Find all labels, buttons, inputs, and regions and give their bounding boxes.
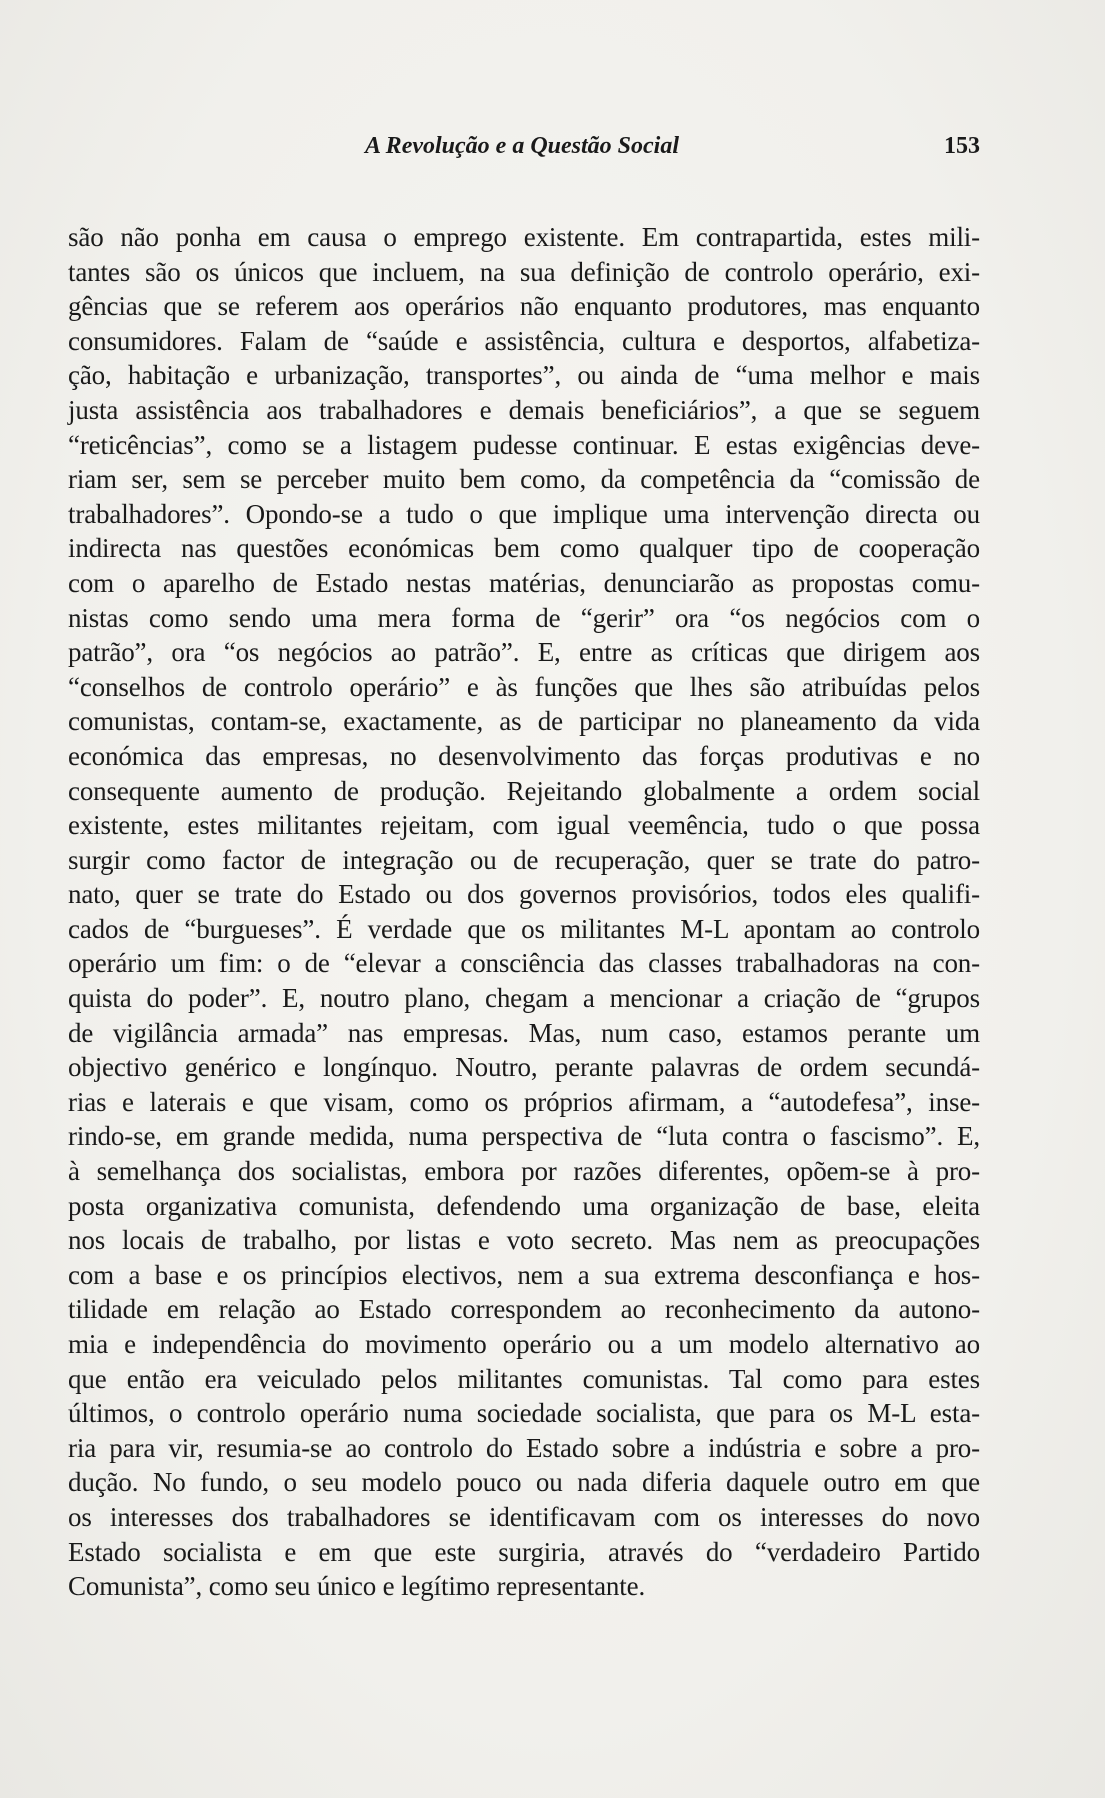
text-line: patrão”, ora “os negócios ao patrão”. E, entre as críticas que dirigem aos (68, 637, 980, 668)
text-line: trabalhadores”. Opondo-se a tudo o que implique uma intervenção directa ou (68, 498, 980, 529)
text-line: económica das empresas, no desenvolvimento das forças produtivas e no (68, 740, 980, 771)
text-line: indirecta nas questões económicas bem como qualquer tipo de cooperação (68, 533, 980, 564)
text-line: surgir como factor de integração ou de recuperação, quer se trate do patro- (68, 844, 980, 875)
text-line: cados de “burgueses”. É verdade que os militantes M-L apontam ao controlo (68, 913, 980, 944)
text-line: consequente aumento de produção. Rejeitando globalmente a ordem social (68, 775, 980, 806)
text-line: últimos, o controlo operário numa sociedade socialista, que para os M-L esta- (68, 1398, 980, 1429)
text-line: tilidade em relação ao Estado correspondem ao reconhecimento da autono- (68, 1294, 980, 1325)
text-line: são não ponha em causa o emprego existente. Em contrapartida, estes mili- (68, 222, 980, 252)
text-line: consumidores. Falam de “saúde e assistência, cultura e desportos, alfabetiza- (68, 325, 980, 356)
text-line: operário um fim: o de “elevar a consciência das classes trabalhadoras na con- (68, 948, 980, 979)
text-line: rindo-se, em grande medida, numa perspectiva de “luta contra o fascismo”. E, (68, 1121, 980, 1152)
text-line: gências que se referem aos operários não enquanto produtores, mas enquanto (68, 291, 980, 322)
text-line: com a base e os princípios electivos, nem a sua extrema desconfiança e hos- (68, 1259, 980, 1290)
text-line: tantes são os únicos que incluem, na sua definição de controlo operário, exi- (68, 256, 980, 287)
text-line: riam ser, sem se perceber muito bem como, da competência da “comissão de (68, 464, 980, 495)
running-header (68, 128, 980, 164)
text-line: existente, estes militantes rejeitam, com igual veemência, tudo o que possa (68, 810, 980, 841)
text-line: rias e laterais e que visam, como os próprios afirmam, a “autodefesa”, inse- (68, 1086, 980, 1117)
text-line: objectivo genérico e longínquo. Noutro, perante palavras de ordem secundá- (68, 1052, 980, 1083)
text-line: à semelhança dos socialistas, embora por razões diferentes, opõem-se à pro- (68, 1156, 980, 1187)
text-line: “conselhos de controlo operário” e às funções que lhes são atribuídas pelos (68, 671, 980, 702)
text-line: de vigilância armada” nas empresas. Mas, num caso, estamos perante um (68, 1017, 980, 1048)
text-line: ria para vir, resumia-se ao controlo do Estado sobre a indústria e sobre a pro- (68, 1432, 980, 1463)
running-title: A Revolução e a Questão Social (365, 133, 679, 159)
text-line: nato, quer se trate do Estado ou dos governos provisórios, todos eles qualifi- (68, 879, 980, 910)
text-line: ção, habitação e urbanização, transportes”, ou ainda de “uma melhor e mais (68, 360, 980, 391)
text-line: que então era veiculado pelos militantes comunistas. Tal como para estes (68, 1363, 980, 1394)
text-line: mia e independência do movimento operário ou a um modelo alternativo ao (68, 1329, 980, 1359)
text-line: dução. No fundo, o seu modelo pouco ou nada diferia daquele outro em que (68, 1467, 980, 1498)
body-paragraph (68, 220, 980, 1604)
text-line: justa assistência aos trabalhadores e demais beneficiários”, a que se seguem (68, 394, 980, 425)
text-line: Estado socialista e em que este surgiria, através do “verdadeiro Partido (68, 1536, 980, 1567)
text-line: Comunista”, como seu único e legítimo representante. (68, 1571, 646, 1602)
text-line: “reticências”, como se a listagem pudesse continuar. E estas exigências deve- (68, 429, 980, 460)
text-line: os interesses dos trabalhadores se identificavam com os interesses do novo (68, 1501, 980, 1532)
text-line: nistas como sendo uma mera forma de “gerir” ora “os negócios com o (68, 602, 980, 633)
page-number: 153 (944, 133, 980, 159)
text-line: com o aparelho de Estado nestas matérias, denunciarão as propostas comu- (68, 567, 980, 598)
text-line: quista do poder”. E, noutro plano, chegam a mencionar a criação de “grupos (68, 983, 980, 1014)
text-line: comunistas, contam-se, exactamente, as de participar no planeamento da vida (68, 706, 980, 737)
text-line: nos locais de trabalho, por listas e voto secreto. Mas nem as preocupações (68, 1225, 980, 1256)
text-line: posta organizativa comunista, defendendo uma organização de base, eleita (68, 1190, 980, 1221)
